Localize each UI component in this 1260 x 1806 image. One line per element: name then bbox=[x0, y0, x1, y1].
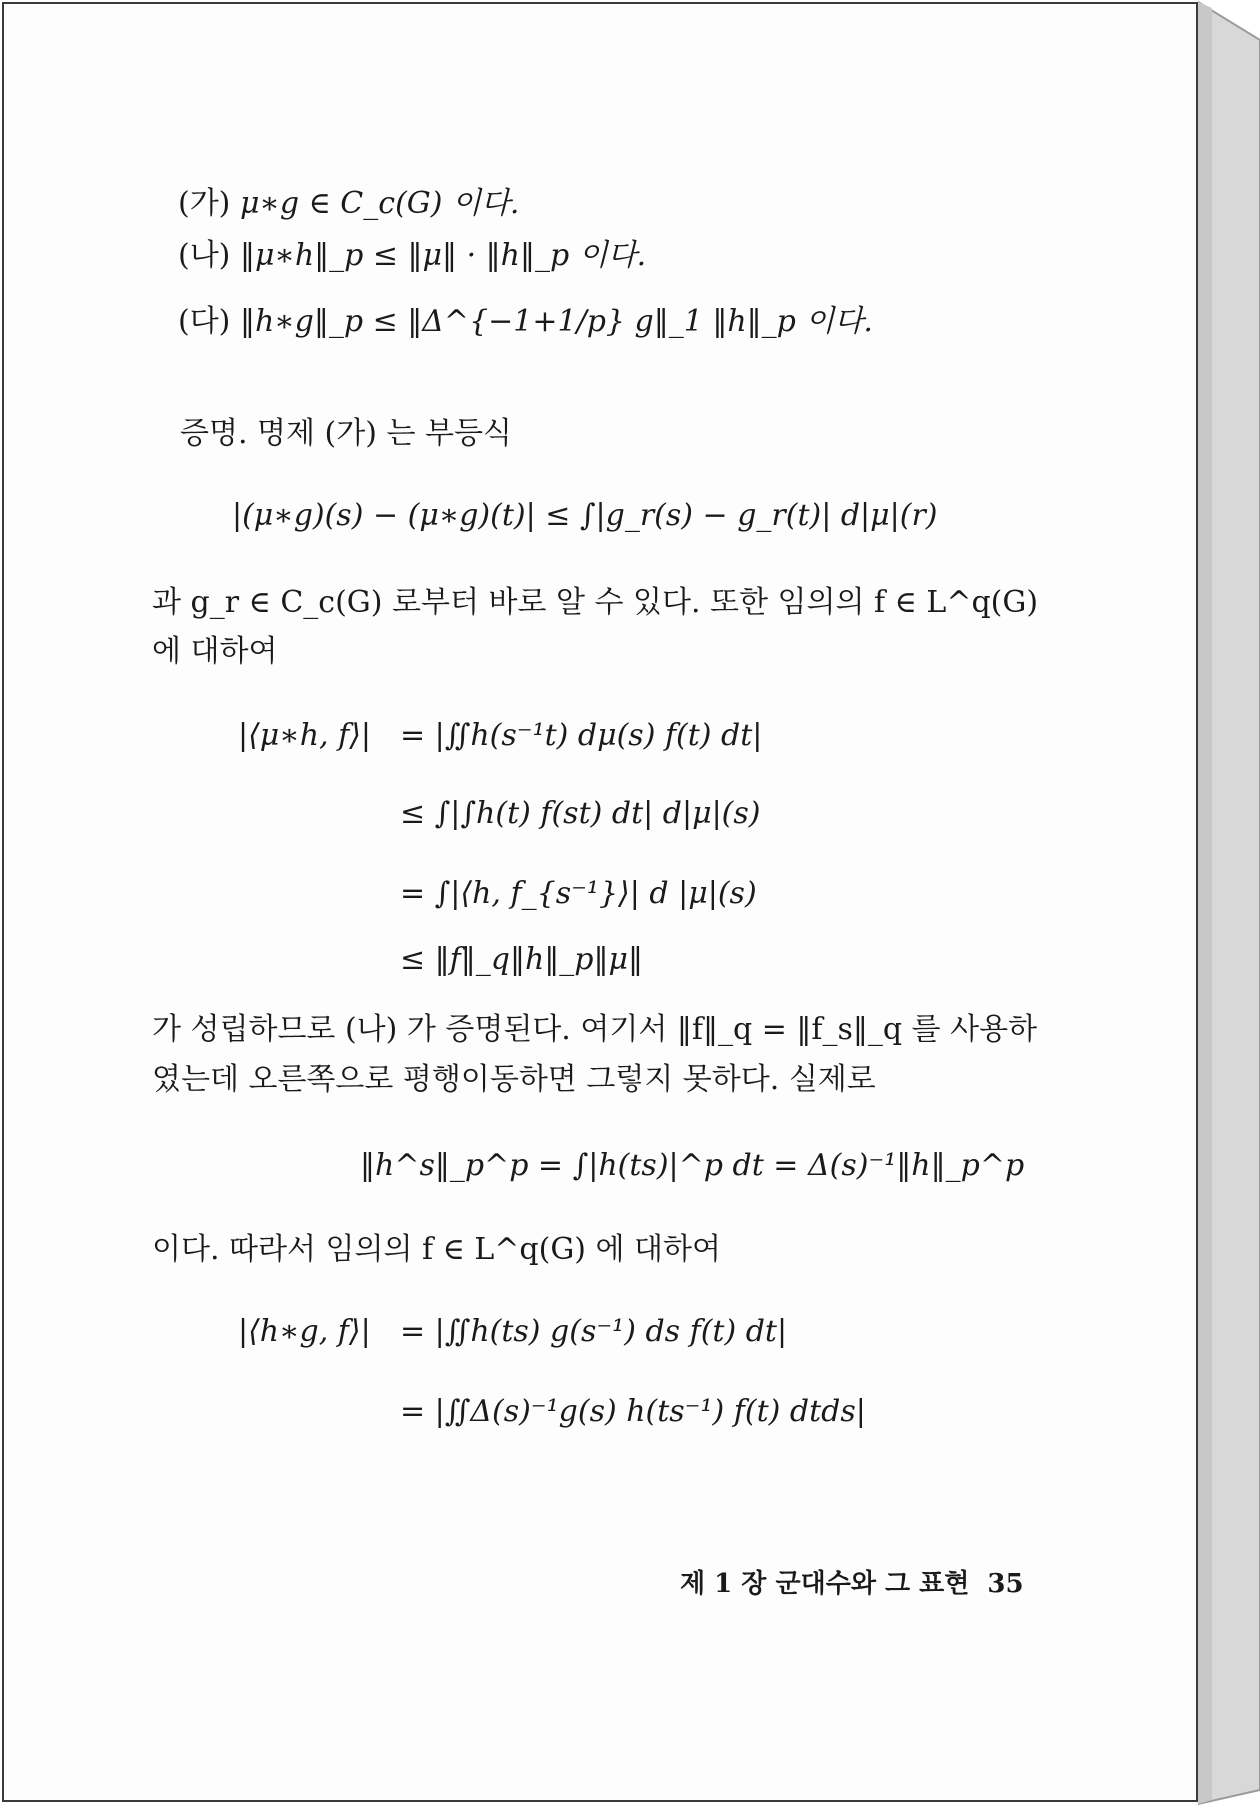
equation-4-row-1: = |∬h(ts) g(s⁻¹) ds f(t) dt| bbox=[400, 1314, 788, 1349]
paragraph-2-line-2: 에 대하여 bbox=[152, 634, 278, 669]
equation-2-row-2: ≤ ∫|∫h(t) f(st) dt| d|μ|(s) bbox=[400, 796, 761, 831]
item-text: μ∗g ∈ C_c(G) 이다. bbox=[239, 186, 520, 221]
equation-2-lhs: |⟨μ∗h, f⟩| bbox=[238, 718, 372, 753]
equation-2-row-4: ≤ ‖f‖_q‖h‖_p‖μ‖ bbox=[400, 942, 644, 977]
item-label: (나) bbox=[178, 238, 231, 273]
book-spine bbox=[1198, 0, 1260, 1806]
item-ga bbox=[178, 186, 519, 222]
equation-4-row-2: = |∬Δ(s)⁻¹g(s) h(ts⁻¹) f(t) dtds| bbox=[400, 1394, 866, 1429]
item-da bbox=[178, 304, 873, 340]
item-label: (가) bbox=[178, 186, 231, 221]
paragraph-3-line-1: 가 성립하므로 (나) 가 증명된다. 여기서 ‖f‖_q = ‖f_s‖_q 를 사용하 bbox=[152, 1012, 1038, 1047]
item-text: ‖μ∗h‖_p ≤ ‖μ‖ · ‖h‖_p 이다. bbox=[239, 238, 647, 273]
paragraph-3-line-2: 였는데 오른쪽으로 평행이동하면 그렇지 못하다. 실제로 bbox=[152, 1062, 876, 1097]
page-number: 35 bbox=[987, 1569, 1024, 1599]
item-na bbox=[178, 238, 646, 274]
item-text: ‖h∗g‖_p ≤ ‖Δ^{−1+1/p} g‖_1 ‖h‖_p 이다. bbox=[239, 304, 873, 339]
chapter-title: 제 1 장 군대수와 그 표현 bbox=[680, 1569, 970, 1599]
paragraph-4: 이다. 따라서 임의의 f ∈ L^q(G) 에 대하여 bbox=[152, 1232, 721, 1267]
paragraph-2-line-1: 과 g_r ∈ C_c(G) 로부터 바로 알 수 있다. 또한 임의의 f ∈ L^q(G) bbox=[152, 585, 1039, 620]
equation-2-row-1: = |∬h(s⁻¹t) dμ(s) f(t) dt| bbox=[400, 718, 763, 753]
item-label: (다) bbox=[178, 304, 231, 339]
equation-3: ‖h^s‖_p^p = ∫|h(ts)|^p dt = Δ(s)⁻¹‖h‖_p^p bbox=[360, 1148, 1025, 1183]
equation-1: |(μ∗g)(s) − (μ∗g)(t)| ≤ ∫|g_r(s) − g_r(t)| d|μ|(r) bbox=[232, 498, 938, 533]
page-footer bbox=[680, 1568, 1024, 1600]
proof-intro: 증명. 명제 (가) 는 부등식 bbox=[180, 416, 512, 451]
equation-4-lhs: |⟨h∗g, f⟩| bbox=[238, 1314, 371, 1349]
equation-2-row-3: = ∫|⟨h, f_{s⁻¹}⟩| d |μ|(s) bbox=[400, 876, 757, 911]
